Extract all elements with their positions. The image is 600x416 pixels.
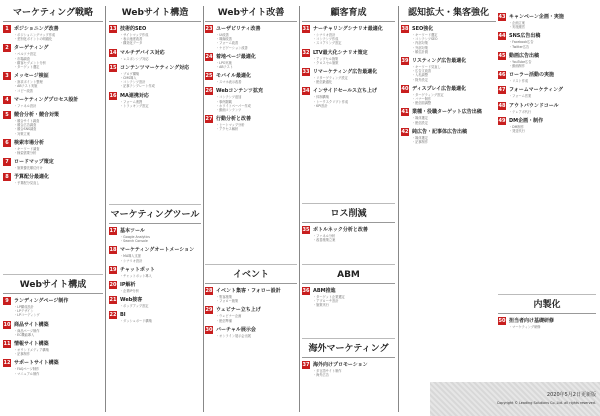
item-detail: ・トークスクリプト作成 bbox=[313, 99, 349, 104]
column-marketing-tools bbox=[109, 208, 201, 324]
item-detail: ・CMS導入 bbox=[120, 76, 137, 81]
item-number-badge: 30 bbox=[205, 326, 213, 333]
item-detail: ・順位計測 bbox=[412, 49, 428, 54]
item-number-badge: 49 bbox=[498, 117, 506, 124]
list-item bbox=[401, 128, 496, 144]
item-detail: ・アップセル施策 bbox=[313, 56, 339, 61]
item-number-badge: 3 bbox=[3, 72, 11, 80]
item-number-badge: 36 bbox=[302, 288, 310, 294]
item-detail: ・キーワード調査 bbox=[14, 146, 40, 151]
item-detail: ・競合広告調査 bbox=[14, 123, 37, 128]
list-item bbox=[401, 25, 496, 54]
item-detail: ・アプローチ設計 bbox=[313, 299, 339, 304]
item-detail: ・リスト作成 bbox=[509, 79, 529, 84]
item-number-badge: 35 bbox=[302, 227, 310, 233]
item-detail: ・記事テンプレート作成 bbox=[120, 84, 155, 89]
list-item bbox=[109, 49, 201, 61]
item-number-badge: 42 bbox=[401, 128, 409, 135]
item-title: モバイル最適化 bbox=[216, 73, 252, 80]
item-title: SNS広告出稿 bbox=[509, 33, 541, 40]
list-item bbox=[498, 117, 596, 133]
item-number-badge: 38 bbox=[401, 26, 409, 32]
list-item bbox=[205, 115, 297, 131]
item-title: マーケティングオートメーション bbox=[120, 247, 195, 254]
item-detail: ・構造化データ bbox=[120, 41, 143, 46]
item-number-badge: 9 bbox=[3, 297, 11, 305]
item-detail: ・コピー改善 bbox=[14, 88, 33, 93]
item-detail: ・LPコーディング bbox=[14, 313, 40, 318]
item-detail: ・LP構成設計 bbox=[14, 305, 34, 309]
item-detail: ・シナリオ設計 bbox=[120, 258, 143, 263]
item-number-badge: 13 bbox=[109, 26, 117, 32]
item-detail: ・スコアリング設定 bbox=[313, 41, 342, 46]
item-detail: ・Facebook広告 bbox=[509, 40, 534, 45]
item-title: 検索市場分析 bbox=[14, 139, 45, 146]
divider bbox=[302, 338, 395, 339]
item-title: ランディングページ制作 bbox=[14, 298, 69, 304]
column-divider bbox=[105, 6, 106, 412]
item-number-badge: 29 bbox=[205, 307, 213, 314]
list-item bbox=[302, 49, 395, 65]
item-title: キャンペーン企画・実施 bbox=[509, 14, 564, 20]
item-number-badge: 6 bbox=[3, 139, 11, 147]
item-detail: ・コンテンツ設計 bbox=[120, 80, 146, 85]
item-detail: ・導線改善 bbox=[216, 37, 232, 42]
item-number-badge: 15 bbox=[109, 64, 117, 71]
item-number-badge: 14 bbox=[109, 49, 117, 56]
item-detail: ・ブログ構築 bbox=[120, 71, 140, 76]
list-item bbox=[205, 326, 297, 338]
item-number-badge: 12 bbox=[3, 360, 11, 367]
item-detail: ・オウンドメディア構築 bbox=[14, 348, 49, 353]
item-detail: ・フォロー施策 bbox=[216, 299, 239, 304]
item-number-badge: 23 bbox=[205, 26, 213, 32]
item-detail: ・マニュアル制作 bbox=[14, 371, 40, 376]
item-detail: ・企業IP分析 bbox=[120, 289, 139, 294]
item-detail: ・内部対策 bbox=[412, 41, 428, 46]
list-item bbox=[109, 296, 201, 308]
item-number-badge: 44 bbox=[498, 33, 506, 40]
item-detail: ・動画制作 bbox=[509, 64, 525, 69]
section-heading: マーケティング戦略 bbox=[3, 6, 103, 22]
column-divider bbox=[203, 6, 204, 412]
item-detail: ・体制構築 bbox=[313, 95, 329, 100]
item-number-badge: 8 bbox=[3, 173, 11, 181]
item-detail: ・コンテンツSEO bbox=[412, 37, 438, 42]
item-detail: ・Search Console bbox=[120, 239, 148, 244]
item-title: MA連携対応 bbox=[120, 92, 149, 99]
list-item bbox=[109, 266, 201, 278]
item-detail: ・クロスセル施策 bbox=[313, 60, 339, 65]
item-detail: ・市場調査 bbox=[14, 56, 30, 61]
column-in-house bbox=[498, 298, 596, 329]
item-number-badge: 28 bbox=[205, 288, 213, 294]
item-title: 基本ツール bbox=[120, 228, 145, 234]
item-detail: ・Twitter広告 bbox=[509, 44, 530, 49]
item-detail: ・トラッキング設定 bbox=[120, 103, 149, 108]
item-detail: ・改善施策立案 bbox=[313, 238, 336, 243]
item-detail: ・対策立案 bbox=[14, 131, 30, 136]
section-heading: Webサイト改善 bbox=[205, 6, 297, 22]
item-number-badge: 37 bbox=[302, 362, 310, 368]
update-date: 2020年5月2日更新版 bbox=[546, 392, 596, 398]
divider bbox=[498, 294, 596, 295]
item-detail: ・配信準備 bbox=[216, 318, 232, 323]
copyright: Copyright © Leading Solutions Co.,Ltd. all rights reserved. bbox=[496, 401, 596, 405]
item-title: 業種・役職ターゲット広告出稿 bbox=[412, 109, 482, 116]
item-title: ディスプレイ広告最適化 bbox=[412, 85, 467, 92]
list-item bbox=[302, 68, 395, 84]
item-number-badge: 46 bbox=[498, 72, 506, 79]
item-detail: ・広告文改善 bbox=[412, 69, 432, 74]
column-divider bbox=[398, 6, 399, 412]
list-item bbox=[302, 25, 395, 46]
list-item bbox=[3, 173, 103, 185]
list-item bbox=[3, 25, 103, 41]
list-item bbox=[3, 72, 103, 93]
item-title: ボトルネック分析と改善 bbox=[313, 227, 368, 233]
item-title: サポートサイト構築 bbox=[14, 360, 59, 367]
item-detail: ・ダッシュボード構築 bbox=[120, 319, 152, 324]
item-title: 着地ページ最適化 bbox=[216, 53, 256, 60]
item-title: ターゲティング bbox=[14, 45, 49, 52]
item-title: マーケティングプロセス設計 bbox=[14, 96, 79, 103]
item-title: ナーチャリングシナリオ最適化 bbox=[313, 26, 383, 32]
item-number-badge: 45 bbox=[498, 52, 506, 59]
column-website-construction bbox=[109, 6, 201, 108]
item-title: 技術的SEO bbox=[120, 26, 147, 32]
item-detail: ・バナー制作 bbox=[412, 97, 432, 102]
item-title: 予算配分最適化 bbox=[14, 174, 50, 181]
item-detail: ・媒体選定 bbox=[412, 135, 428, 140]
item-detail: ・競合SNS調査 bbox=[14, 127, 37, 132]
item-detail: ・キーワード見直し bbox=[412, 65, 441, 70]
item-title: 商品サイト構築 bbox=[14, 321, 49, 328]
item-number-badge: 32 bbox=[302, 49, 310, 56]
item-title: ABM推進 bbox=[313, 288, 336, 294]
item-detail: ・発送代行 bbox=[509, 129, 525, 134]
item-detail: ・施策優先順位付け bbox=[14, 166, 43, 171]
list-item bbox=[401, 108, 496, 124]
column-awareness-right bbox=[498, 10, 596, 133]
column-divider bbox=[299, 6, 300, 412]
item-detail: ・予算配分見直し bbox=[14, 181, 40, 186]
item-detail: ・チャットボット導入 bbox=[120, 273, 152, 278]
list-item bbox=[109, 311, 201, 323]
list-item bbox=[205, 25, 297, 50]
item-title: フォームマーケティング bbox=[509, 87, 564, 94]
item-detail: ・除外設定 bbox=[412, 77, 428, 82]
item-title: 海外向けプロモーション bbox=[313, 362, 368, 368]
item-detail: ・施策実行 bbox=[313, 303, 329, 308]
list-item bbox=[3, 359, 103, 375]
item-title: 担当者向け基礎研修 bbox=[509, 318, 555, 324]
item-title: チャットボット bbox=[120, 266, 155, 273]
divider bbox=[302, 203, 395, 204]
item-title: 純広告・記事体広告出稿 bbox=[412, 128, 468, 135]
item-detail: ・コンテンツ追加 bbox=[216, 95, 242, 100]
list-item bbox=[498, 71, 596, 83]
divider bbox=[302, 264, 395, 265]
item-number-badge: 39 bbox=[401, 58, 409, 65]
item-number-badge: 2 bbox=[3, 44, 11, 52]
section-heading: 内製化 bbox=[498, 298, 596, 314]
item-number-badge: 22 bbox=[109, 312, 117, 319]
list-item bbox=[109, 227, 201, 243]
section-heading: 海外マーケティング bbox=[302, 342, 395, 358]
item-detail: ・事例掲載 bbox=[216, 99, 232, 104]
item-detail: ・オンライン展示会出展 bbox=[216, 333, 251, 338]
column-website-improvement bbox=[205, 6, 297, 132]
item-number-badge: 21 bbox=[109, 297, 117, 304]
item-title: コンテンツマーケティング対応 bbox=[120, 64, 190, 71]
item-title: LTV最大化シナリオ策定 bbox=[313, 49, 368, 56]
item-number-badge: 16 bbox=[109, 92, 117, 99]
item-detail: ・ホワイトペーパー作成 bbox=[216, 103, 251, 108]
divider bbox=[109, 204, 201, 205]
item-number-badge: 24 bbox=[205, 53, 213, 60]
item-title: ロードマップ策定 bbox=[14, 159, 54, 166]
item-detail: ・動画コンテンツ bbox=[216, 108, 242, 113]
list-item bbox=[205, 306, 297, 322]
item-detail: ・記事制作 bbox=[14, 352, 30, 357]
item-title: BI bbox=[120, 312, 126, 319]
section-heading: Webサイト構成 bbox=[3, 278, 103, 294]
item-number-badge: 34 bbox=[302, 88, 310, 95]
item-title: マルチデバイス対応 bbox=[120, 49, 165, 56]
section-heading: イベント bbox=[205, 268, 297, 284]
item-title: リマーケティング広告最適化 bbox=[313, 69, 378, 76]
item-detail: ・スマホ表示改善 bbox=[216, 80, 242, 85]
item-detail: ・検索需要分析 bbox=[14, 151, 37, 156]
item-number-badge: 48 bbox=[498, 102, 506, 109]
item-detail: ・EC機能導入 bbox=[14, 332, 35, 337]
item-detail: ・差別化ポイントの明確化 bbox=[14, 37, 53, 42]
item-detail: ・アクセス解析 bbox=[216, 127, 239, 132]
item-detail: ・テレアポ代行 bbox=[509, 109, 532, 114]
divider bbox=[3, 274, 103, 275]
item-title: バーチャル展示会 bbox=[216, 326, 256, 333]
item-number-badge: 20 bbox=[109, 282, 117, 289]
list-item bbox=[498, 102, 596, 114]
item-detail: ・競合サイト調査 bbox=[14, 119, 40, 124]
item-detail: ・ポップアップ設定 bbox=[120, 304, 149, 309]
item-number-badge: 19 bbox=[109, 266, 117, 273]
item-detail: ・多言語サイト制作 bbox=[313, 369, 342, 373]
column-lead-waste bbox=[302, 207, 395, 242]
item-detail: ・サイトマップ作成 bbox=[120, 33, 149, 37]
column-awareness-left bbox=[401, 6, 496, 144]
item-title: メッセージ検証 bbox=[14, 73, 49, 80]
item-detail: ・FAQページ制作 bbox=[14, 367, 40, 372]
item-detail: ・ポジショニングマップ作成 bbox=[14, 33, 56, 37]
item-title: ポジショニング改善 bbox=[14, 26, 59, 32]
column-events bbox=[205, 268, 297, 338]
item-title: ウェビナー立ち上げ bbox=[216, 307, 261, 314]
item-number-badge: 41 bbox=[401, 109, 409, 116]
section-heading: 顧客育成 bbox=[302, 6, 395, 22]
item-number-badge: 17 bbox=[109, 228, 117, 234]
item-number-badge: 10 bbox=[3, 321, 11, 328]
item-detail: ・商品ページ制作 bbox=[14, 328, 40, 333]
list-item bbox=[498, 32, 596, 48]
item-number-badge: 5 bbox=[3, 111, 11, 119]
list-item bbox=[302, 226, 395, 242]
list-item bbox=[498, 52, 596, 68]
list-item bbox=[3, 44, 103, 69]
item-title: ローラー活動の実施 bbox=[509, 72, 555, 79]
item-detail: ・企画立案 bbox=[509, 21, 525, 25]
list-item bbox=[498, 86, 596, 98]
list-item bbox=[205, 87, 297, 112]
item-number-badge: 50 bbox=[498, 318, 506, 324]
list-item bbox=[3, 340, 103, 356]
item-detail: ・ターゲット企業選定 bbox=[313, 295, 345, 299]
list-item bbox=[205, 72, 297, 84]
item-number-badge: 43 bbox=[498, 14, 506, 20]
item-title: Webコンテンツ拡充 bbox=[216, 88, 264, 95]
item-detail: ・フォーム改善 bbox=[216, 41, 239, 46]
list-item bbox=[3, 321, 103, 337]
item-detail: ・顧客セグメント分析 bbox=[14, 60, 46, 65]
list-item bbox=[205, 287, 297, 303]
footer bbox=[430, 382, 600, 416]
list-item bbox=[498, 317, 596, 329]
item-title: 情報サイト構築 bbox=[14, 341, 49, 348]
item-number-badge: 47 bbox=[498, 87, 506, 94]
item-detail: ・ファネル分析 bbox=[313, 234, 336, 238]
list-item bbox=[109, 246, 201, 262]
item-detail: ・集客施策 bbox=[216, 295, 232, 299]
item-detail: ・ナビゲーション改善 bbox=[216, 45, 248, 50]
item-detail: ・入札調整 bbox=[412, 73, 428, 78]
item-detail: ・ABテスト実施 bbox=[14, 84, 38, 89]
item-detail: ・LPデザイン bbox=[14, 309, 34, 314]
item-title: 競合分析・競合対策 bbox=[14, 112, 60, 119]
item-detail: ・フォーム連携 bbox=[120, 99, 143, 104]
divider bbox=[205, 264, 297, 265]
item-number-badge: 4 bbox=[3, 96, 11, 104]
item-detail: ・KPI設計 bbox=[313, 103, 328, 108]
list-item bbox=[302, 287, 395, 308]
list-item bbox=[401, 85, 496, 106]
item-detail: ・表示速度改善 bbox=[120, 37, 143, 42]
list-item bbox=[3, 96, 103, 108]
section-heading: マーケティングツール bbox=[109, 208, 201, 224]
item-detail: ・キーワード選定 bbox=[412, 33, 438, 37]
item-title: ユーザビリティ改善 bbox=[216, 26, 261, 32]
item-number-badge: 40 bbox=[401, 85, 409, 92]
item-number-badge: 31 bbox=[302, 26, 310, 32]
item-detail: ・UI改善 bbox=[216, 33, 229, 37]
section-heading: 認知拡大・集客強化 bbox=[401, 6, 496, 22]
column-abm bbox=[302, 268, 395, 308]
item-detail: ・記事制作 bbox=[412, 140, 428, 145]
item-number-badge: 33 bbox=[302, 69, 310, 76]
list-item bbox=[3, 158, 103, 170]
item-title: Web接客 bbox=[120, 297, 143, 304]
item-number-badge: 7 bbox=[3, 158, 11, 166]
list-item bbox=[3, 297, 103, 318]
item-detail: ・DM制作 bbox=[509, 124, 524, 129]
item-number-badge: 1 bbox=[3, 25, 11, 33]
column-customer-nurturing bbox=[302, 6, 395, 108]
column-marketing-strategy bbox=[3, 6, 103, 186]
list-item bbox=[109, 25, 201, 46]
list-item bbox=[109, 64, 201, 89]
item-detail: ・リターゲティング設定 bbox=[313, 76, 348, 81]
item-detail: ・配信設定 bbox=[412, 120, 428, 125]
item-number-badge: 11 bbox=[3, 341, 11, 348]
item-detail: ・レスポンシブ対応 bbox=[120, 56, 149, 61]
section-heading: ABM bbox=[302, 268, 395, 284]
item-detail: ・ターゲット選定 bbox=[14, 65, 40, 70]
item-number-badge: 27 bbox=[205, 116, 213, 123]
list-item bbox=[302, 361, 395, 377]
section-heading: Webサイト構造 bbox=[109, 6, 201, 22]
item-detail: ・シナリオ設計 bbox=[313, 33, 336, 37]
item-title: アウトバウンドコール bbox=[509, 102, 559, 109]
item-detail: ・YouTube広告 bbox=[509, 59, 532, 64]
list-item bbox=[401, 57, 496, 82]
item-detail: ・MA導入支援 bbox=[120, 254, 141, 259]
list-item bbox=[3, 111, 103, 136]
list-item bbox=[3, 139, 103, 155]
item-title: インサイドセールス立ち上げ bbox=[313, 88, 378, 95]
item-detail: ・Google Analytics bbox=[120, 235, 150, 239]
item-detail: ・海外広告 bbox=[313, 373, 329, 378]
column-website-structure bbox=[3, 278, 103, 376]
item-title: リスティング広告最適化 bbox=[412, 58, 467, 65]
list-item bbox=[109, 281, 201, 293]
item-title: イベント集客・フォロー設計 bbox=[216, 288, 281, 294]
item-detail: ・配信面調整 bbox=[412, 101, 432, 106]
item-detail: ・媒体選定 bbox=[412, 116, 428, 121]
item-title: DM企画・制作 bbox=[509, 117, 544, 124]
item-number-badge: 26 bbox=[205, 88, 213, 95]
item-detail: ・フォーム営業 bbox=[509, 94, 532, 99]
item-detail: ・マーケティング研修 bbox=[509, 325, 541, 329]
item-detail: ・訴求ポイント整理 bbox=[14, 80, 43, 85]
item-detail: ・配信最適化 bbox=[313, 80, 333, 85]
list-item bbox=[205, 53, 297, 69]
list-item bbox=[302, 87, 395, 108]
item-detail: ・ヒートマップ分析 bbox=[216, 123, 245, 128]
item-detail: ・実施運営 bbox=[509, 25, 525, 30]
item-number-badge: 25 bbox=[205, 73, 213, 80]
item-title: SEO強化 bbox=[412, 26, 434, 32]
item-detail: ・ファネル設計 bbox=[14, 103, 37, 108]
item-detail: ・LPO実施 bbox=[216, 60, 232, 65]
item-detail: ・ターゲティング設定 bbox=[412, 92, 444, 97]
item-detail: ・ABテスト bbox=[216, 65, 233, 70]
item-title: IP解析 bbox=[120, 282, 136, 289]
item-detail: ・ペルソナ設定 bbox=[14, 52, 37, 57]
item-title: 動画広告出稿 bbox=[509, 52, 540, 59]
item-detail: ・コンテンツ作成 bbox=[313, 37, 339, 42]
section-heading: ロス削減 bbox=[302, 207, 395, 223]
item-title: 行動分析と改善 bbox=[216, 116, 252, 123]
item-number-badge: 18 bbox=[109, 247, 117, 254]
item-detail: ・外部対策 bbox=[412, 45, 428, 50]
column-overseas bbox=[302, 342, 395, 377]
list-item bbox=[498, 13, 596, 29]
item-detail: ・ウェビナー企画 bbox=[216, 314, 242, 319]
list-item bbox=[109, 92, 201, 108]
